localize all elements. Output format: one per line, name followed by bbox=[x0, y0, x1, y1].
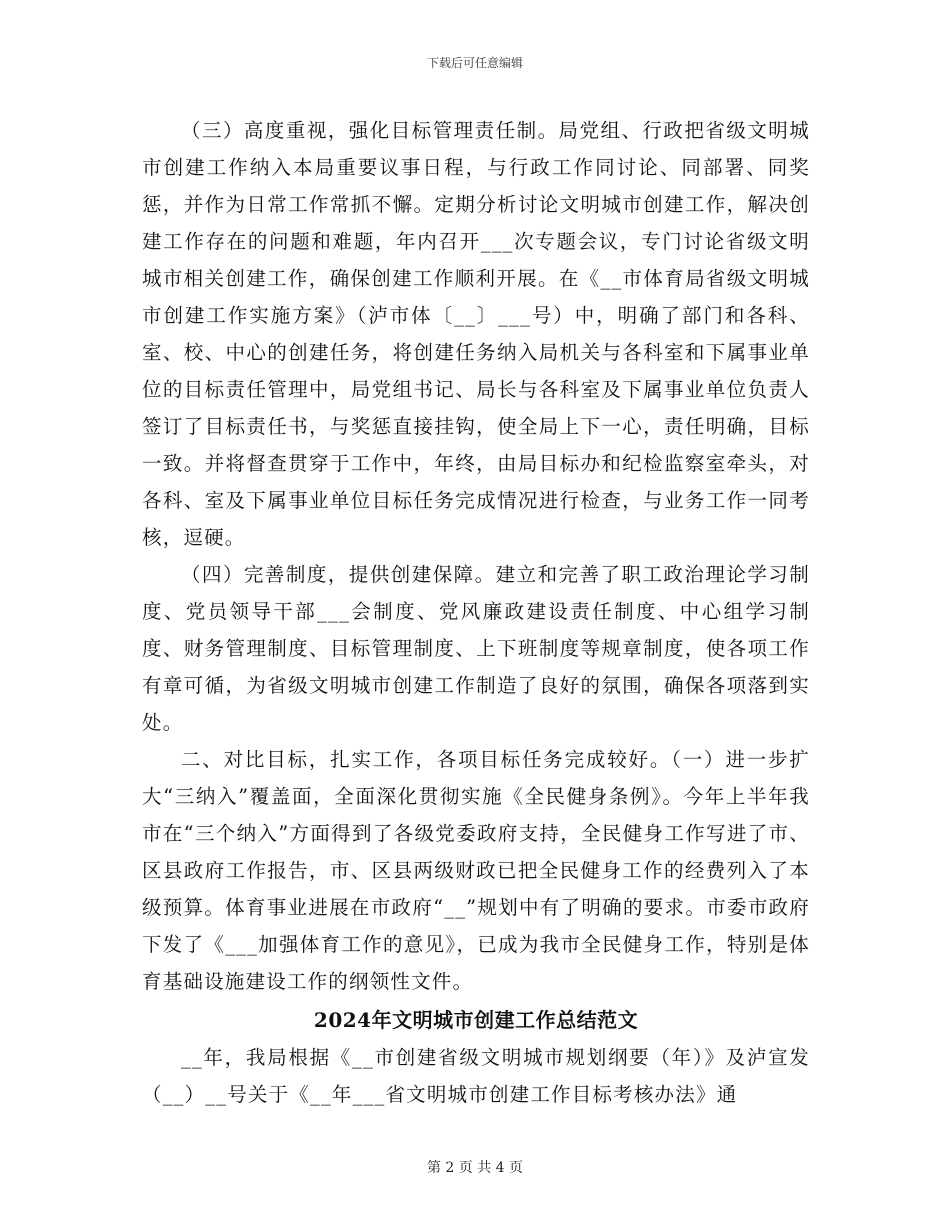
paragraph-system-improvement: （四）完善制度，提供创建保障。建立和完善了职工政治理论学习制度、党员领导干部___会制度、党风廉政建设责任制度、中心组学习制度、财务管理制度、目标管理制度、上下班制度等规章制度，使各项工作有章可循，为省级文明城市创建工作制造了良好的氛围，确保各项落到实处。 bbox=[142, 563, 810, 734]
page-number: 第 2 页 共 4 页 bbox=[426, 1160, 524, 1176]
document-body bbox=[142, 112, 810, 1113]
page-header-note: 下载后可任意编辑 bbox=[426, 56, 523, 70]
paragraph-target-management: （三）高度重视，强化目标管理责任制。局党组、行政把省级文明城市创建工作纳入本局重要议事日程，与行政工作同讨论、同部署、同奖惩，并作为日常工作常抓不懈。定期分析讨论文明城市创建工作，解决创建工作存在的问题和难题，年内召开___次专题会议，专门讨论省级文明城市相关创建工作，确保创建工作顺利开展。在《__市体育局省级文明城市创建工作实施方案》（泸市体〔__〕___号）中，明确了部门和各科、室、校、中心的创建任务，将创建任务纳入局机关与各科室和下属事业单位的目标责任管理中，局党组书记、局长与各科室及下属事业单位负责人签订了目标责任书，与奖惩直接挂钩，使全局上下一心，责任明确，目标一致。并将督查贯穿于工作中，年终，由局目标办和纪检监察室牵头，对各科、室及下属事业单位目标任务完成情况进行检查，与业务工作一同考核，逗硬。 bbox=[142, 119, 810, 549]
paragraph-section-intro: __年，我局根据《__市创建省级文明城市规划纲要（年）》及泸宣发（__）__号关于《__年___省文明城市创建工作目标考核办法》通 bbox=[142, 1046, 810, 1106]
section-title: 2024年文明城市创建工作总结范文 bbox=[313, 1008, 639, 1032]
paragraph-targets-comparison: 二、对比目标，扎实工作，各项目标任务完成较好。（一）进一步扩大“三纳入”覆盖面，全面深化贯彻实施《全民健身条例》。今年上半年我市在“三个纳入”方面得到了各级党委政府支持，全民健身工作写进了市、区县政府工作报告，市、区县两级财政已把全民健身工作的经费列入了本级预算。体育事业进展在市政府“__”规划中有了明确的要求。市委市政府下发了《___加强体育工作的意见》，已成为我市全民健身工作，特别是体育基础设施建设工作的纲领性文件。 bbox=[142, 748, 810, 993]
